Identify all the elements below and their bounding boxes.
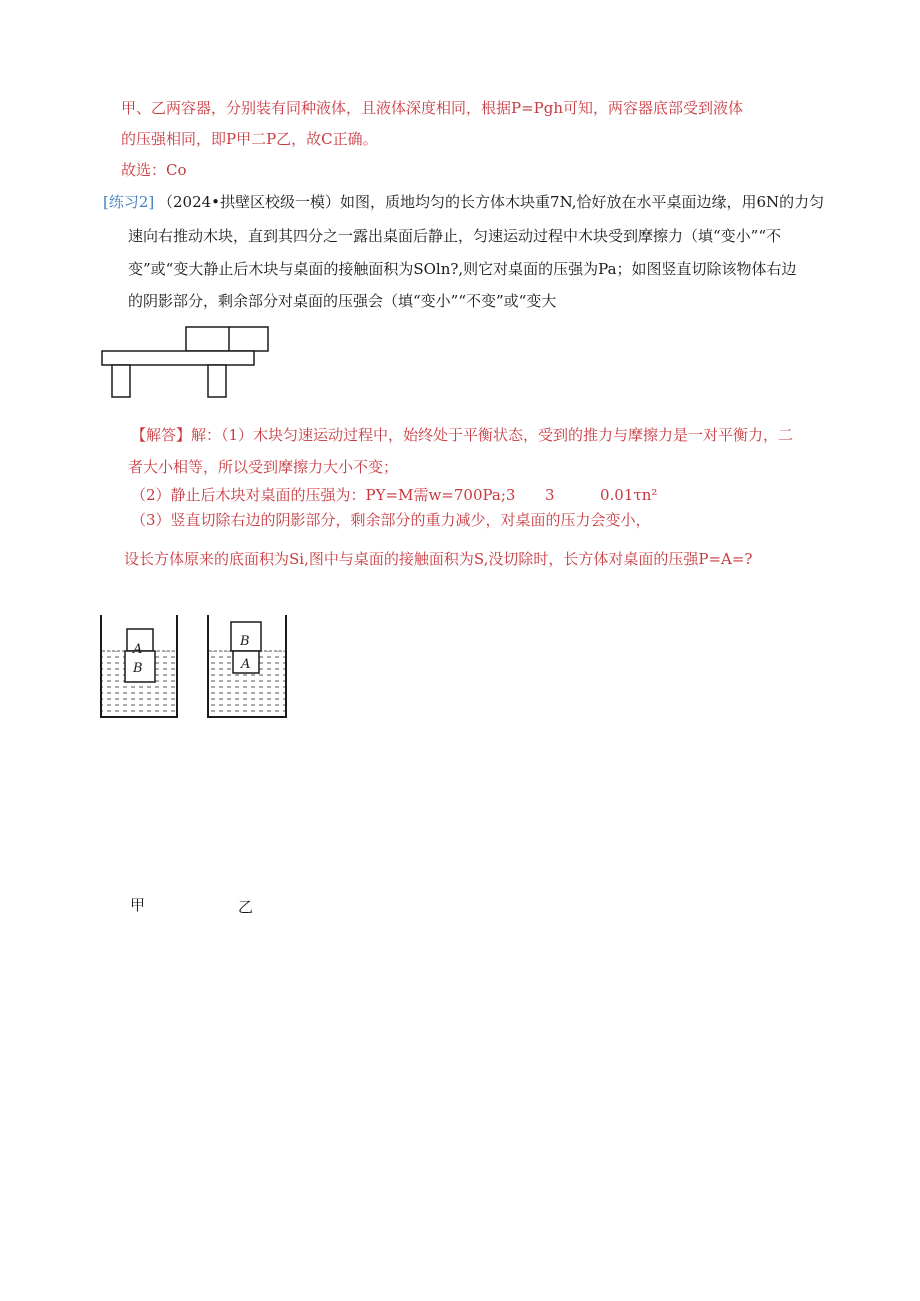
table-top-shape [102, 351, 254, 365]
answer-line-3c: 0.01τn² [600, 486, 658, 504]
container-label-yi: 乙 [238, 898, 254, 916]
exercise-line-1: （2024•拱壁区校级一模）如图，质地均匀的长方体木块重7N,恰好放在水平桌面边缘，用6N的力匀 [158, 193, 825, 211]
analysis-line-1: 甲、乙两容器，分别装有同种液体，且液体深度相同，根据P=Pgh可知，两容器底部受到液体 [121, 99, 744, 117]
answer-line-3b: 3 [545, 486, 555, 504]
containers-figure [98, 612, 302, 722]
answer-line-1: 【解答】解：（1）木块匀速运动过程中，始终处于平衡状态，受到的推力与摩擦力是一对平衡力，二 [131, 426, 794, 444]
container-label-jia: 甲 [130, 896, 146, 914]
answer-line-5: 设长方体原来的底面积为Si,图中与桌面的接触面积为S,没切除时，长方体对桌面的压强P=A=? [124, 550, 753, 568]
answer-line-4: （3）竖直切除右边的阴影部分，剩余部分的重力减少，对桌面的压力会变小， [131, 511, 651, 529]
exercise-line-2: 速向右推动木块，直到其四分之一露出桌面后静止，匀速运动过程中木块受到摩擦力（填“变小”“不 [128, 227, 782, 245]
table-leg-right [208, 365, 226, 397]
exercise-tag: [练习2] [103, 193, 155, 211]
answer-line-3a: （2）静止后木块对桌面的压强为：PY=M需w=700Pa;3 [131, 486, 516, 504]
block-label-right-top: B [240, 634, 250, 649]
exercise-line-4: 的阴影部分，剩余部分对桌面的压强会（填“变小”“不变”或“变大 [128, 292, 557, 310]
block-label-right-bottom: A [241, 657, 251, 672]
answer-line-2: 者大小相等，所以受到摩擦力大小不变； [128, 458, 399, 476]
table-block-figure [100, 322, 272, 400]
exercise-line-3: 变”或“变大静止后木块与桌面的接触面积为SOln?,则它对桌面的压强为Pa；如图竖直切除该物体右边 [128, 260, 797, 278]
block-label-left-bottom: B [133, 661, 143, 676]
analysis-line-2: 的压强相同，即P甲二P乙，故C正确。 [121, 130, 378, 148]
table-leg-left [112, 365, 130, 397]
block-shape [186, 327, 268, 351]
block-label-left-top: A [133, 642, 143, 657]
analysis-line-3: 故选：Co [121, 161, 187, 179]
